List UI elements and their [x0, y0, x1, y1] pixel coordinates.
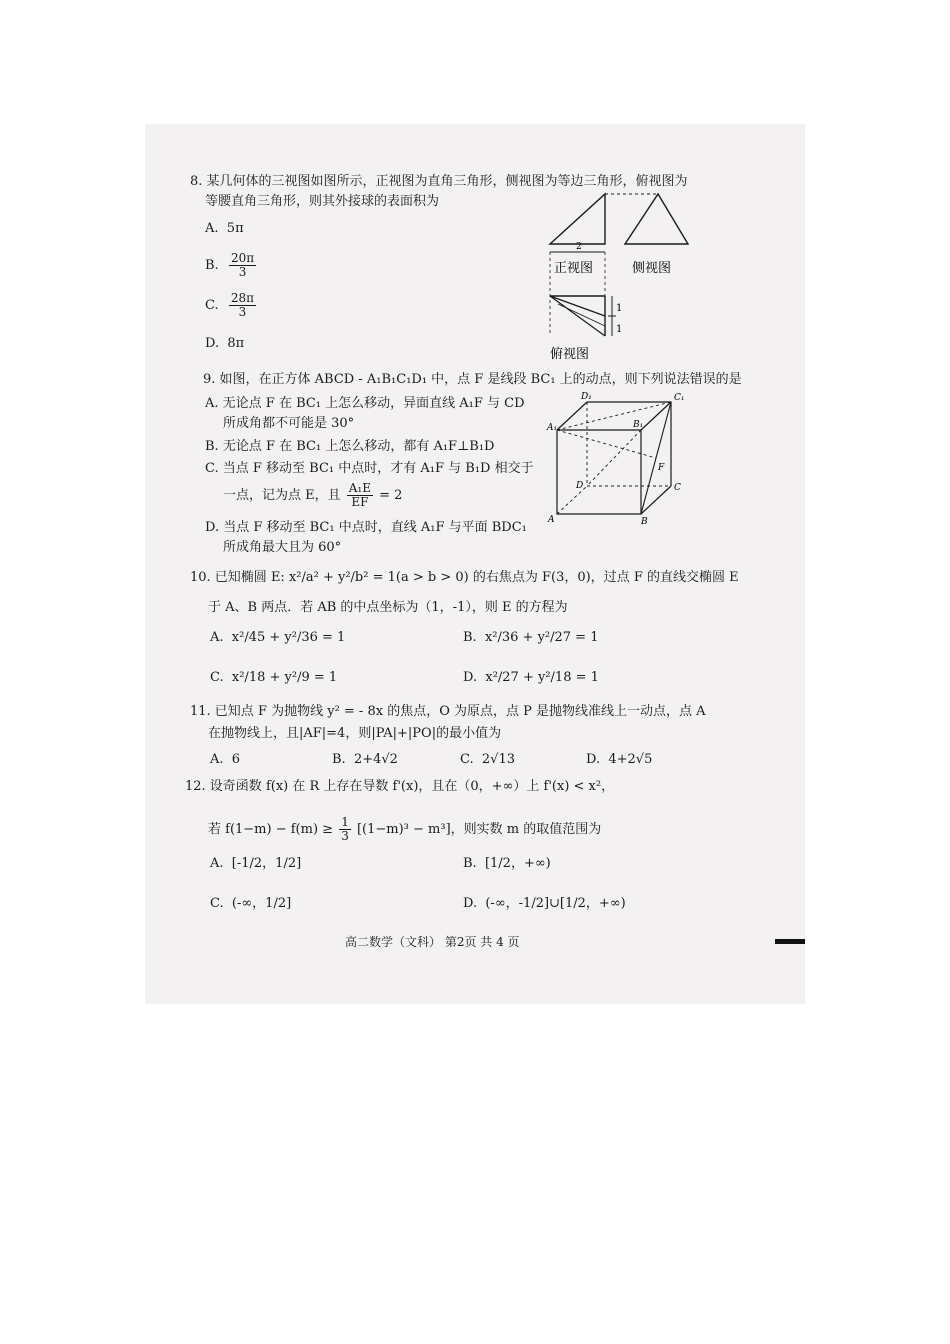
three-view-figure: [540, 186, 700, 366]
q11-option-d: D. 4+2√5: [586, 752, 653, 767]
q8-stem-line2: 等腰直角三角形，则其外接球的表面积为: [205, 194, 440, 209]
q12-option-a: A. [-1/2，1/2]: [210, 856, 302, 871]
top-view-edge: [550, 296, 605, 336]
dimension-2-label: 2: [576, 242, 582, 252]
dimension-1-label: 1: [616, 303, 623, 314]
point-d-label: D: [576, 481, 584, 491]
fraction: $\frac{\text{A₁E}}{EF}$: [348, 481, 372, 509]
q12-option-d: D. (-∞，-1/2]∪[1/2，+∞): [463, 896, 626, 911]
q8-option-d: [205, 336, 244, 352]
q11-stem-line2: 在抛物线上，且|AF|=4，则|PA|+|PO|的最小值为: [208, 726, 502, 741]
point-b-label: B: [641, 517, 648, 527]
scan-mark: [775, 939, 805, 944]
cube-edge: [641, 402, 671, 430]
q11-option-b: B. 2+4√2: [332, 752, 398, 767]
segment-b1d: [587, 430, 641, 486]
fraction: $\frac{1}{3}$: [341, 815, 349, 843]
q10-option-a: A. x²/45 + y²/36 = 1: [210, 630, 346, 645]
point-a-label: A: [548, 515, 555, 525]
q9-option-c-line1: C. 当点 F 移动至 BC₁ 中点时，才有 A₁F 与 B₁D 相交于: [205, 461, 534, 476]
q11-option-a: A. 6: [210, 752, 241, 767]
cube-edge: [641, 486, 671, 514]
option-value: 8π: [227, 336, 245, 351]
option-value: 5π: [226, 221, 244, 236]
point-a1-label: A₁: [547, 423, 558, 433]
front-view-label: 正视图: [554, 261, 594, 276]
q9-option-b: B. 无论点 F 在 BC₁ 上怎么移动，都有 A₁F⊥B₁D: [205, 439, 495, 454]
point-f-label: F: [658, 463, 665, 473]
side-view-label: 侧视图: [632, 261, 672, 276]
cube-figure: [545, 390, 695, 530]
q8-option-b: [205, 252, 258, 279]
q9-option-a-line1: A. 无论点 F 在 BC₁ 上怎么移动，异面直线 A₁F 与 CD: [205, 396, 525, 411]
q12-option-b: B. [1/2，+∞): [463, 856, 551, 871]
option-label: B.: [205, 258, 219, 273]
exam-page: [145, 124, 805, 1004]
front-view-triangle: [550, 194, 605, 244]
q10-stem-line2: 于 A、B 两点．若 AB 的中点坐标为（1，-1），则 E 的方程为: [208, 600, 568, 615]
q8-stem-line1: 8. 某几何体的三视图如图所示，正视图为直角三角形，侧视图为等边三角形，俯视图为: [190, 174, 688, 189]
top-view-label: 俯视图: [550, 347, 590, 362]
cube-edge: [557, 402, 587, 430]
q11-stem-line1: 11. 已知点 F 为抛物线 y² = - 8x 的焦点，O 为原点，点 P 是抛物线准线上一动点，点 A: [190, 704, 706, 719]
side-view-triangle: [625, 194, 688, 244]
q8-option-a: [205, 221, 244, 237]
q12-option-c: C. (-∞，1/2]: [210, 896, 292, 911]
cube-edge: [557, 430, 641, 514]
q9-option-c-line2: 一点，记为点 E，且 $\frac{\text{A₁E}}{EF}$ = 2: [223, 481, 403, 509]
dimension-1-label: 1: [616, 324, 623, 335]
q10-option-c: C. x²/18 + y²/9 = 1: [210, 670, 338, 685]
q9-option-d-line2: 所成角最大且为 60°: [223, 540, 342, 555]
q9-option-d-line1: D. 当点 F 移动至 BC₁ 中点时，直线 A₁F 与平面 BDC₁: [205, 520, 527, 535]
q10-option-b: B. x²/36 + y²/27 = 1: [463, 630, 599, 645]
diagonal: [557, 402, 671, 430]
q9-stem: 9. 如图，在正方体 ABCD - A₁B₁C₁D₁ 中，点 F 是线段 BC₁ 上的动点，则下列说法错误的是: [203, 372, 742, 387]
point-c-label: C: [674, 483, 681, 493]
q12-stem-line2: 若 f(1−m) − f(m) ≥ $\frac{1}{3}$ [(1−m)³ − m³]，则实数 m 的取值范围为: [208, 815, 602, 843]
q10-stem-line1: 10. 已知椭圆 E: x²/a² + y²/b² = 1(a > b > 0) 的右焦点为 F(3，0)，过点 F 的直线交椭圆 E: [190, 570, 739, 585]
q10-option-d: D. x²/27 + y²/18 = 1: [463, 670, 599, 685]
point-d1-label: D₁: [581, 392, 592, 402]
page-footer: 高二数学（文科） 第2页 共 4 页: [345, 935, 520, 949]
cube-edge: [587, 402, 671, 486]
q9-option-a-line2: 所成角都不可能是 30°: [223, 416, 355, 431]
q12-stem-line1: 12. 设奇函数 f(x) 在 R 上存在导数 f'(x)，且在（0，+∞）上 f'(x) < x²，: [185, 779, 615, 794]
q8-option-c: [205, 292, 258, 319]
option-label: A.: [205, 221, 219, 236]
option-label: D.: [205, 336, 220, 351]
fraction: $\frac{28\pi}{3}$: [230, 291, 255, 319]
q11-option-c: C. 2√13: [460, 752, 515, 767]
point-c1-label: C₁: [674, 393, 685, 403]
fraction: $\frac{20\pi}{3}$: [230, 251, 255, 279]
option-label: C.: [205, 298, 219, 313]
point-b1-label: B₁: [633, 420, 644, 430]
